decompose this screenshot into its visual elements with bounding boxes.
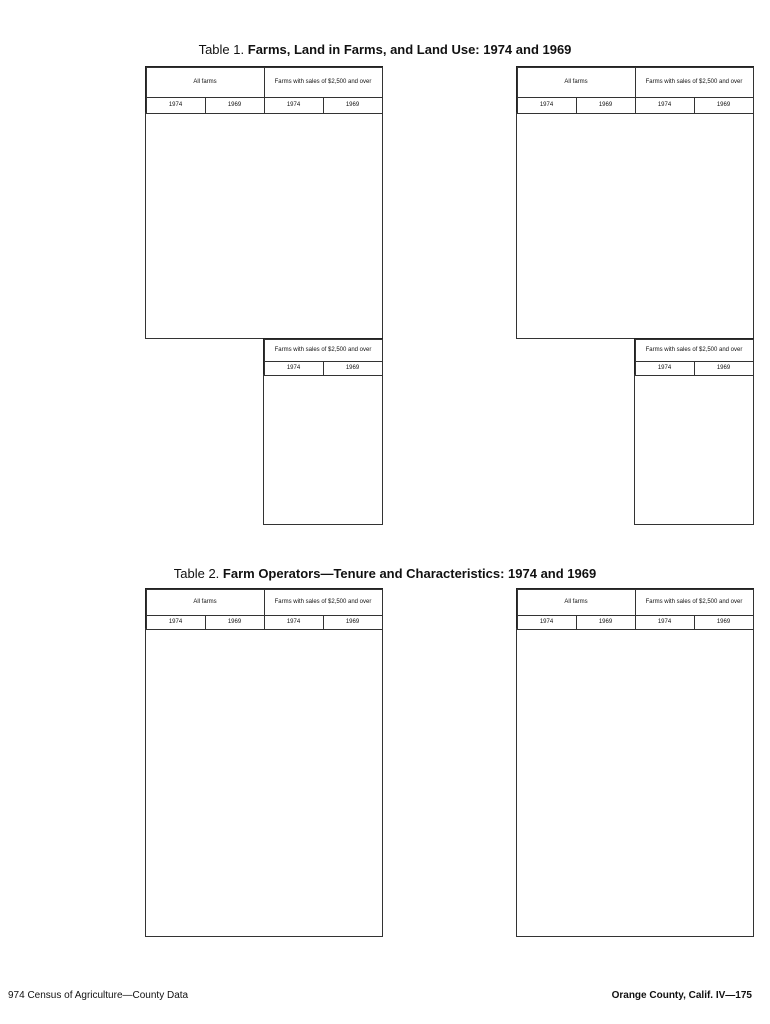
table1-right-sub-header [634, 338, 754, 376]
table2-heading: Farm Operators—Tenure and Characteristics: 1974 and 1969 [222, 566, 597, 581]
table1-title [0, 42, 770, 57]
table1-right-col-all-farms: All farms [517, 67, 636, 98]
table1-right-year-1969-a: 1969 [576, 97, 636, 114]
table1-left-sub-year-1969: 1969 [323, 361, 383, 376]
table1-heading: Farms, Land in Farms, and Land Use: 1974 and 1969 [247, 42, 572, 57]
table2-left-col-sales: Farms with sales of $2,500 and over [264, 589, 383, 616]
table2-left-header [145, 588, 383, 630]
table1-right-sub-body [634, 374, 754, 525]
page-footer-publication: 974 Census of Agriculture—County Data [8, 990, 189, 1001]
table2-left-year-1969-b: 1969 [323, 615, 383, 630]
table1-left-sub-header [263, 338, 383, 376]
table1-number: Table 1. [198, 42, 245, 57]
table2-left-col-all-farms: All farms [146, 589, 265, 616]
table2-right-year-1974-a: 1974 [517, 615, 577, 630]
table2-right-body [516, 628, 754, 937]
table1-left-year-1974-a: 1974 [146, 97, 206, 114]
table1-left-body [145, 112, 383, 339]
table2-left-year-1969-a: 1969 [205, 615, 265, 630]
table2-right-col-sales: Farms with sales of $2,500 and over [635, 589, 754, 616]
table1-left-col-all-farms: All farms [146, 67, 265, 98]
table1-left-sub-body [263, 374, 383, 525]
table1-left-year-1969-b: 1969 [323, 97, 383, 114]
table1-left-col-sales: Farms with sales of $2,500 and over [264, 67, 383, 98]
table2-right-header [516, 588, 754, 630]
table1-right-sub-col-sales: Farms with sales of $2,500 and over [635, 339, 754, 362]
table1-right-sub-year-1974: 1974 [635, 361, 695, 376]
table1-left-year-1969-a: 1969 [205, 97, 265, 114]
table1-left-sub-col-sales: Farms with sales of $2,500 and over [264, 339, 383, 362]
table1-right-header [516, 66, 754, 114]
table2-title [0, 566, 770, 581]
table1-left-header [145, 66, 383, 114]
table1-right-col-sales: Farms with sales of $2,500 and over [635, 67, 754, 98]
table1-right-year-1974-a: 1974 [517, 97, 577, 114]
page-footer-county: Orange County, Calif. IV—175 [611, 990, 752, 1001]
table2-right-col-all-farms: All farms [517, 589, 636, 616]
table1-right-sub-year-1969: 1969 [694, 361, 754, 376]
table2-left-year-1974-b: 1974 [264, 615, 324, 630]
table1-right-year-1969-b: 1969 [694, 97, 754, 114]
table1-left-year-1974-b: 1974 [264, 97, 324, 114]
table2-right-year-1969-b: 1969 [694, 615, 754, 630]
table2-number: Table 2. [173, 566, 220, 581]
table2-right-year-1969-a: 1969 [576, 615, 636, 630]
table1-right-year-1974-b: 1974 [635, 97, 695, 114]
table2-left-year-1974-a: 1974 [146, 615, 206, 630]
table1-right-body [516, 112, 754, 339]
table2-right-year-1974-b: 1974 [635, 615, 695, 630]
table1-left-sub-year-1974: 1974 [264, 361, 324, 376]
table2-left-body [145, 628, 383, 937]
